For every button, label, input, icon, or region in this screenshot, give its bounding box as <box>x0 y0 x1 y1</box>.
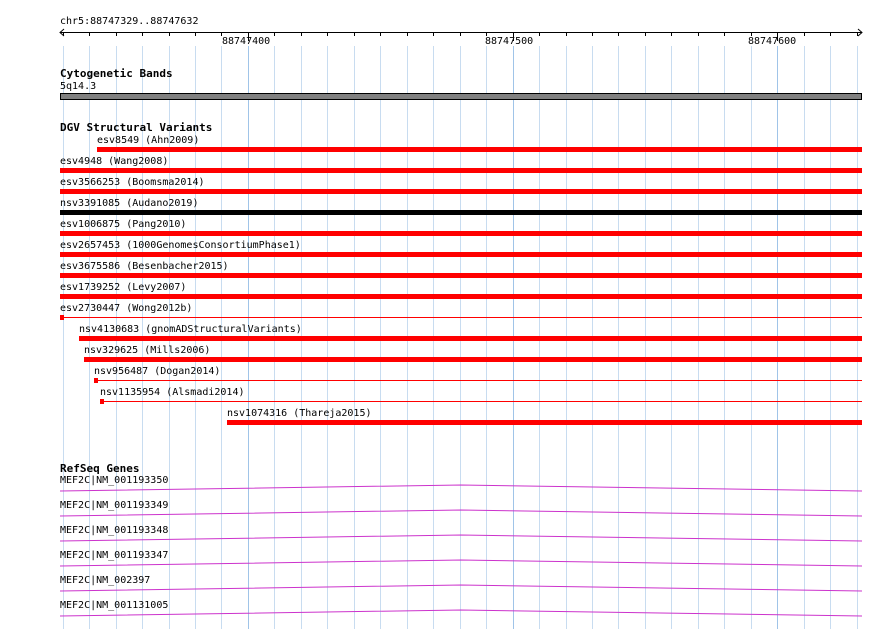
variant-label[interactable]: esv4948 (Wang2008) <box>60 156 169 167</box>
variant-bar[interactable] <box>60 189 862 194</box>
variant-bar[interactable] <box>100 399 104 404</box>
variant-bar[interactable] <box>227 420 862 425</box>
variant-label[interactable]: nsv1074316 (Thareja2015) <box>227 408 372 419</box>
variant-row-separator <box>100 401 862 402</box>
variant-label[interactable]: esv1739252 (Levy2007) <box>60 282 187 293</box>
variant-bar[interactable] <box>79 336 862 341</box>
variant-label[interactable]: esv3566253 (Boomsma2014) <box>60 177 205 188</box>
variant-label[interactable]: esv2657453 (1000GenomesConsortiumPhase1) <box>60 240 301 251</box>
track-title-cytobands[interactable]: Cytogenetic Bands <box>60 67 173 80</box>
variant-label[interactable]: nsv329625 (Mills2006) <box>84 345 211 356</box>
cytoband-bar[interactable] <box>60 93 862 100</box>
variant-bar[interactable] <box>60 168 862 173</box>
variant-label[interactable]: nsv956487 (Dogan2014) <box>94 366 221 377</box>
variant-bar[interactable] <box>60 315 64 320</box>
variant-bar[interactable] <box>97 147 862 152</box>
ruler-tick-label: 88747600 <box>748 36 797 47</box>
variant-label[interactable]: nsv3391085 (Audano2019) <box>60 198 199 209</box>
gene-label[interactable]: MEF2C|NM_001193347 <box>60 550 169 561</box>
gene-intron-path <box>60 485 862 491</box>
gene-label[interactable]: MEF2C|NM_001193349 <box>60 500 169 511</box>
variant-bar[interactable] <box>60 294 862 299</box>
gene-intron-line[interactable] <box>60 509 862 517</box>
gene-intron-path <box>60 610 862 616</box>
ruler-tick-label: 88747500 <box>485 36 534 47</box>
gene-intron-path <box>60 510 862 516</box>
gene-label[interactable]: MEF2C|NM_001131005 <box>60 600 169 611</box>
variant-label[interactable]: nsv4130683 (gnomADStructuralVariants) <box>79 324 302 335</box>
track-title-dgv[interactable]: DGV Structural Variants <box>60 121 213 134</box>
gene-label[interactable]: MEF2C|NM_001193348 <box>60 525 169 536</box>
gene-intron-line[interactable] <box>60 484 862 492</box>
gene-label[interactable]: MEF2C|NM_001193350 <box>60 475 169 486</box>
gene-intron-line[interactable] <box>60 609 862 617</box>
gene-label[interactable]: MEF2C|NM_002397 <box>60 575 151 586</box>
gene-intron-path <box>60 585 862 591</box>
gene-intron-line[interactable] <box>60 534 862 542</box>
variant-label[interactable]: esv8549 (Ahn2009) <box>97 135 200 146</box>
gene-intron-path <box>60 535 862 541</box>
gene-intron-path <box>60 560 862 566</box>
variant-label[interactable]: esv2730447 (Wong2012b) <box>60 303 193 314</box>
ruler-tick-label: 88747400 <box>222 36 271 47</box>
gene-intron-line[interactable] <box>60 559 862 567</box>
variant-label[interactable]: esv3675586 (Besenbacher2015) <box>60 261 229 272</box>
variant-bar[interactable] <box>60 252 862 257</box>
gene-intron-line[interactable] <box>60 584 862 592</box>
variant-bar[interactable] <box>60 273 862 278</box>
variant-row-separator <box>60 317 862 318</box>
variant-label[interactable]: esv1006875 (Pang2010) <box>60 219 187 230</box>
cytoband-label: 5q14.3 <box>60 81 97 92</box>
track-title-refseq[interactable]: RefSeq Genes <box>60 462 140 475</box>
variant-bar[interactable] <box>60 210 862 215</box>
location-label: chr5:88747329..88747632 <box>60 16 199 27</box>
variant-bar[interactable] <box>94 378 98 383</box>
variant-bar[interactable] <box>84 357 862 362</box>
variant-label[interactable]: nsv1135954 (Alsmadi2014) <box>100 387 245 398</box>
variant-row-separator <box>94 380 862 381</box>
variant-bar[interactable] <box>60 231 862 236</box>
